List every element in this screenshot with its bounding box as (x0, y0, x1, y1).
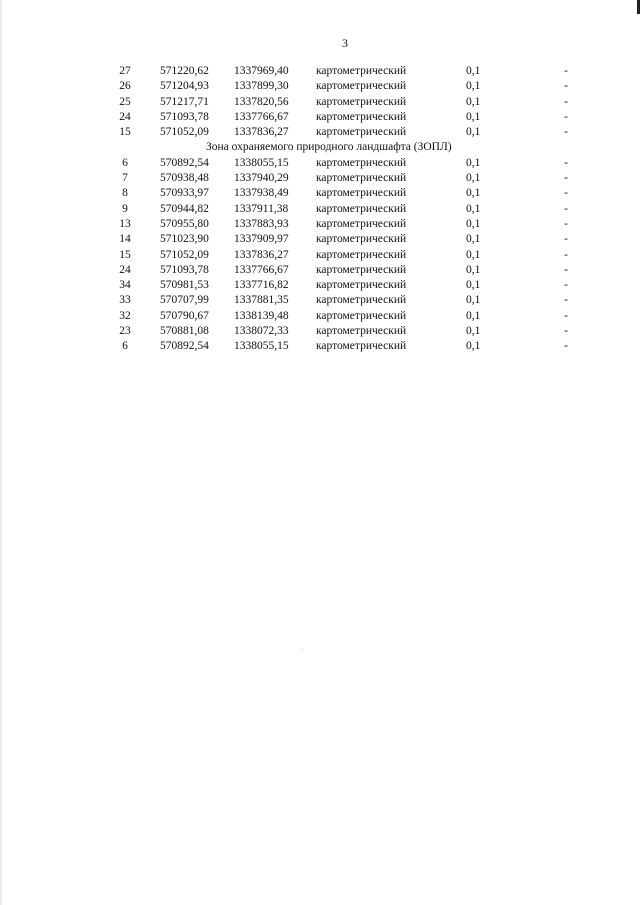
method-cell: картометрический (316, 80, 407, 93)
accuracy-cell: 0,1 (466, 95, 481, 108)
method-cell: картометрический (316, 279, 407, 292)
method-cell: картометрический (316, 233, 407, 246)
accuracy-cell: 0,1 (466, 248, 481, 261)
accuracy-cell: 0,1 (466, 65, 481, 77)
accuracy-cell: 0,1 (466, 126, 481, 139)
y-coordinate-cell: 1337909,97 (234, 233, 289, 246)
x-coordinate-cell: 570944,82 (160, 202, 209, 215)
x-coordinate-cell: 570933,97 (160, 187, 209, 200)
table-row (0, 64, 640, 79)
extra-cell: - (564, 233, 568, 246)
method-cell: картометрический (316, 187, 407, 200)
table-row (0, 171, 640, 186)
table-row (0, 278, 640, 293)
accuracy-cell: 0,1 (466, 172, 481, 185)
method-cell: картометрический (316, 172, 407, 185)
y-coordinate-cell: 1338055,15 (234, 156, 289, 169)
method-cell: картометрический (316, 325, 407, 338)
y-coordinate-cell: 1337899,30 (234, 80, 289, 93)
extra-cell: - (564, 248, 568, 261)
method-cell: картометрический (316, 65, 407, 77)
extra-cell: - (564, 294, 568, 307)
x-coordinate-cell: 571052,09 (160, 126, 209, 139)
point-number-cell: 23 (119, 325, 131, 338)
extra-cell: - (564, 202, 568, 215)
y-coordinate-cell: 1337766,67 (234, 110, 289, 123)
table-row (0, 79, 640, 94)
x-coordinate-cell: 570707,99 (160, 294, 209, 307)
point-number-cell: 32 (119, 309, 131, 322)
extra-cell: - (564, 340, 568, 353)
y-coordinate-cell: 1337911,38 (234, 202, 289, 215)
accuracy-cell: 0,1 (466, 294, 481, 307)
extra-cell: - (564, 172, 568, 185)
x-coordinate-cell: 571220,62 (160, 65, 209, 77)
accuracy-cell: 0,1 (466, 217, 481, 230)
x-coordinate-cell: 571204,93 (160, 80, 209, 93)
method-cell: картометрический (316, 294, 407, 307)
coordinates-group-before-zone (0, 64, 640, 140)
point-number-cell: 15 (119, 126, 131, 139)
extra-cell: - (564, 309, 568, 322)
extra-cell: - (564, 110, 568, 123)
y-coordinate-cell: 1337716,82 (234, 279, 289, 292)
x-coordinate-cell: 570892,54 (160, 156, 209, 169)
method-cell: картометрический (316, 110, 407, 123)
table-row (0, 293, 640, 308)
coordinates-group-zopl (0, 156, 640, 355)
point-number-cell: 26 (119, 80, 131, 93)
table-row (0, 110, 640, 125)
point-number-cell: 14 (119, 233, 131, 246)
method-cell: картометрический (316, 248, 407, 261)
y-coordinate-cell: 1337940,29 (234, 172, 289, 185)
x-coordinate-cell: 571023,90 (160, 233, 209, 246)
extra-cell: - (564, 279, 568, 292)
y-coordinate-cell: 1338055,15 (234, 340, 289, 353)
accuracy-cell: 0,1 (466, 340, 481, 353)
x-coordinate-cell: 570881,08 (160, 325, 209, 338)
method-cell: картометрический (316, 263, 407, 276)
coordinates-table (0, 64, 640, 355)
extra-cell: - (564, 65, 568, 77)
x-coordinate-cell: 571093,78 (160, 110, 209, 123)
table-row (0, 324, 640, 339)
y-coordinate-cell: 1337969,40 (234, 65, 289, 77)
method-cell: картометрический (316, 95, 407, 108)
table-row (0, 125, 640, 140)
point-number-cell: 6 (122, 340, 128, 353)
accuracy-cell: 0,1 (466, 279, 481, 292)
zone-title: Зона охраняемого природного ландшафта (ЗОПЛ) (206, 141, 452, 154)
y-coordinate-cell: 1337883,93 (234, 217, 289, 230)
accuracy-cell: 0,1 (466, 80, 481, 93)
point-number-cell: 34 (119, 279, 131, 292)
y-coordinate-cell: 1337836,27 (234, 126, 289, 139)
extra-cell: - (564, 126, 568, 139)
x-coordinate-cell: 570892,54 (160, 340, 209, 353)
accuracy-cell: 0,1 (466, 202, 481, 215)
table-row (0, 186, 640, 201)
extra-cell: - (564, 95, 568, 108)
extra-cell: - (564, 156, 568, 169)
accuracy-cell: 0,1 (466, 233, 481, 246)
table-row (0, 95, 640, 110)
y-coordinate-cell: 1338072,33 (234, 325, 289, 338)
point-number-cell: 24 (119, 110, 131, 123)
extra-cell: - (564, 217, 568, 230)
accuracy-cell: 0,1 (466, 263, 481, 276)
point-number-cell: 6 (122, 156, 128, 169)
zone-heading-row (0, 140, 640, 155)
x-coordinate-cell: 571052,09 (160, 248, 209, 261)
y-coordinate-cell: 1337836,27 (234, 248, 289, 261)
table-row (0, 156, 640, 171)
table-row (0, 217, 640, 232)
table-row (0, 202, 640, 217)
point-number-cell: 15 (119, 248, 131, 261)
y-coordinate-cell: 1337766,67 (234, 263, 289, 276)
point-number-cell: 13 (119, 217, 131, 230)
accuracy-cell: 0,1 (466, 325, 481, 338)
accuracy-cell: 0,1 (466, 187, 481, 200)
y-coordinate-cell: 1338139,48 (234, 309, 289, 322)
table-row (0, 248, 640, 263)
table-row (0, 339, 640, 354)
table-row (0, 232, 640, 247)
extra-cell: - (564, 325, 568, 338)
extra-cell: - (564, 263, 568, 276)
x-coordinate-cell: 570938,48 (160, 172, 209, 185)
table-row (0, 263, 640, 278)
x-coordinate-cell: 570981,53 (160, 279, 209, 292)
point-number-cell: 9 (122, 202, 128, 215)
method-cell: картометрический (316, 340, 407, 353)
page-number: 3 (342, 36, 348, 50)
method-cell: картометрический (316, 156, 407, 169)
point-number-cell: 7 (122, 172, 128, 185)
extra-cell: - (564, 80, 568, 93)
point-number-cell: 8 (122, 187, 128, 200)
x-coordinate-cell: 570955,80 (160, 217, 209, 230)
method-cell: картометрический (316, 309, 407, 322)
scan-speck (302, 649, 303, 650)
point-number-cell: 24 (119, 263, 131, 276)
extra-cell: - (564, 187, 568, 200)
y-coordinate-cell: 1337881,35 (234, 294, 289, 307)
point-number-cell: 33 (119, 294, 131, 307)
x-coordinate-cell: 571093,78 (160, 263, 209, 276)
accuracy-cell: 0,1 (466, 110, 481, 123)
point-number-cell: 27 (119, 65, 131, 77)
accuracy-cell: 0,1 (466, 156, 481, 169)
x-coordinate-cell: 570790,67 (160, 309, 209, 322)
method-cell: картометрический (316, 202, 407, 215)
method-cell: картометрический (316, 126, 407, 139)
point-number-cell: 25 (119, 95, 131, 108)
table-row (0, 309, 640, 324)
accuracy-cell: 0,1 (466, 309, 481, 322)
x-coordinate-cell: 571217,71 (160, 95, 209, 108)
y-coordinate-cell: 1337820,56 (234, 95, 289, 108)
method-cell: картометрический (316, 217, 407, 230)
y-coordinate-cell: 1337938,49 (234, 187, 289, 200)
